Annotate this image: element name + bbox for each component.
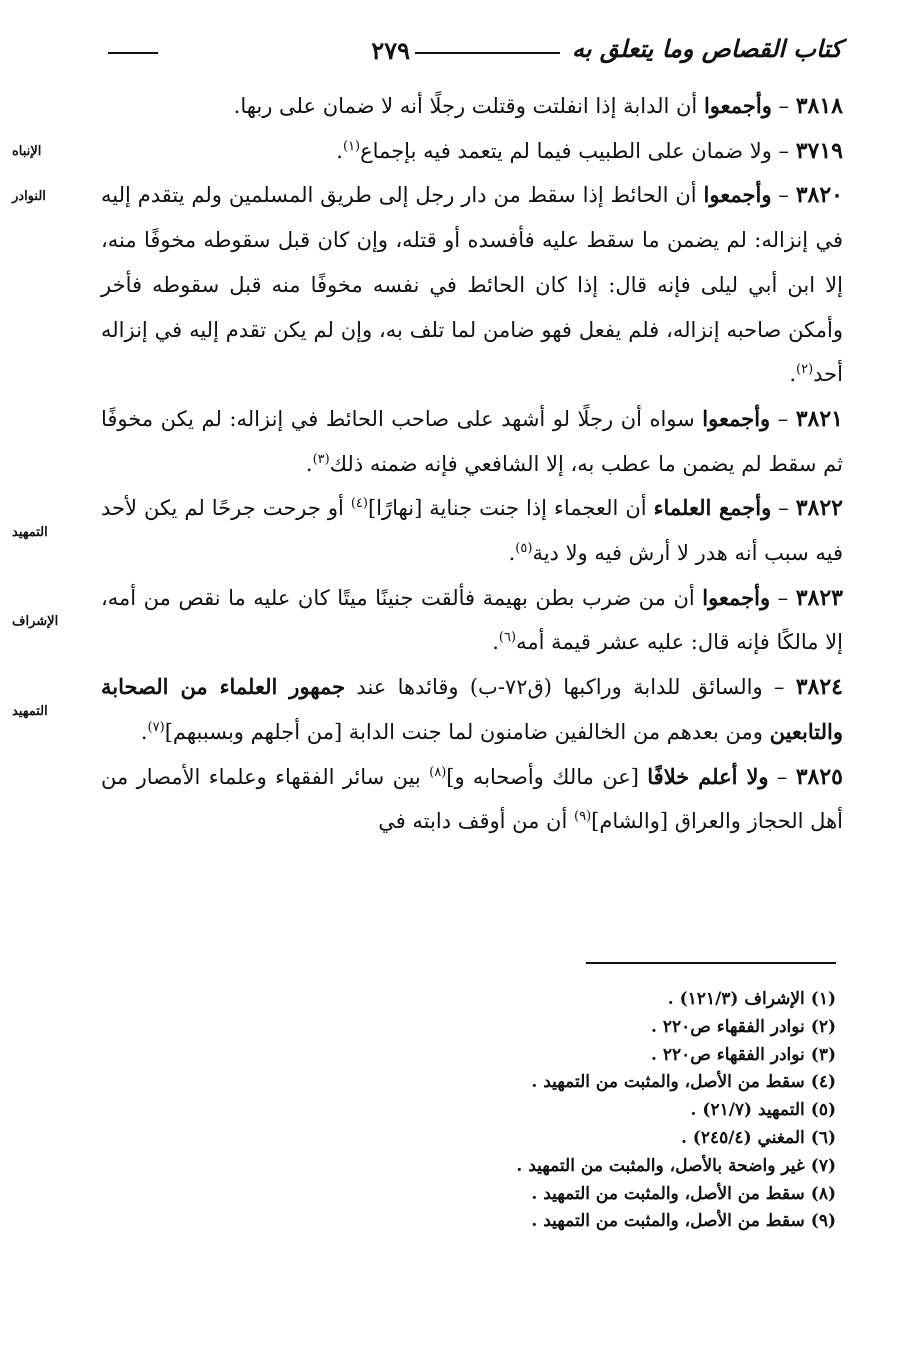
paragraph-3822: ٣٨٢٢ – وأجمع العلماء أن العجماء إذا جنت جناية [نهارًا]$^{(٤)}$ أو جرحت جرحًا لم يكن لأحد فيه سبب أنه هدر لا أرش فيه ولا دية$^{(٥)}$. [101, 495, 843, 566]
footnote-item [94, 1014, 836, 1042]
footnote-text: المغني (٢٤٥/٤) . [680, 1127, 805, 1148]
footnote-ref[interactable]: (٣) [312, 451, 330, 467]
paragraph-end: . [492, 630, 499, 655]
footnote-text: الإشراف (١٢١/٣) . [667, 989, 805, 1009]
margin-source-note: التمهيد [12, 704, 48, 719]
footnote-ref[interactable]: (٦) [498, 630, 517, 646]
paragraph-3820: ٣٨٢٠ – وأجمعوا أن الحائط إذا سقط من دار رجل إلى طريق المسلمين ولم يتقدم إليه في إنزاله: لم يضمن ما سقط عليه فأفسده أو قتله، وإن كان قبل سقوطه مخوفًا منه، إلا ابن أبي ليلى فإنه قال: إذا كان الحائط في نفسه مخوفًا منه قبل سقوطه فأخر وأمكن صاحبه إنزاله، فلم يفعل فهو ضامن لما تلف به، وإن لم يكن تقدم إليه في إنزاله أحد$^{(٢)}$. [101, 182, 843, 387]
paragraph-number: ٣٨٢٢ [795, 495, 843, 522]
paragraph-3825: ٣٨٢٥ – ولا أعلم خلافًا [عن مالك وأصحابه و]$^{(٨)}$ بين سائر الفقهاء وعلماء الأمصار من أهل الحجاز والعراق [والشام]$^{(٩)}$ أن من أوقف دابته في [101, 763, 843, 834]
page-header [100, 34, 842, 74]
footnote-item [94, 1181, 836, 1209]
lead-phrase: وأجمعوا [702, 405, 771, 431]
footnote-item [94, 1153, 836, 1181]
header-rule [108, 52, 158, 54]
paragraph-number: ٣٨٢٥ [795, 763, 843, 790]
margin-source-note: النوادر [12, 189, 46, 204]
paragraph-text: والسائق للدابة وراكبها (ق٧٢-ب) وقائدها عند [356, 675, 763, 700]
footnote-mark: (٤) [810, 1072, 836, 1093]
paragraph-text: أن العجماء إذا جنت جناية [نهارًا] [367, 496, 647, 521]
paragraph-text: ولا ضمان على الطبيب فيما لم يتعمد فيه بإجماع [360, 138, 772, 163]
footnote-ref[interactable]: (٩) [574, 809, 592, 825]
footnote-mark: (٦) [810, 1127, 836, 1148]
footnote-text: سقط من الأصل، والمثبت من التمهيد . [531, 1183, 805, 1204]
page-number: ٢٧٩ [371, 36, 410, 65]
footnote-item [94, 1069, 836, 1097]
paragraph-end: . [336, 138, 343, 163]
bold-phrase: جمهور العلماء من الصحابة والتابعين [101, 674, 843, 744]
paragraph-end: . [508, 541, 516, 566]
paragraph-text-continued: أو جرحت جرحًا لم يكن لأحد فيه سبب أنه هدر لا أرش فيه ولا دية [101, 496, 843, 566]
lead-phrase: ولا أعلم خلافًا [647, 763, 769, 789]
paragraph-3823: ٣٨٢٣ – وأجمعوا أن من ضرب بطن بهيمة فألقت جنينًا ميتًا كان عليه ما نقص من أمه، إلا مالكًا فإنه قال: عليه عشر قيمة أمه$^{(٦)}$. [101, 584, 843, 655]
footnote-text: سقط من الأصل، والمثبت من التمهيد . [531, 1211, 805, 1232]
paragraph-text-continued: ومن بعدهم من الخالفين ضامنون لما جنت الدابة [من أجلهم وبسببهم] [164, 719, 763, 744]
footnote-item [94, 1097, 836, 1125]
footnote-text: نوادر الفقهاء ص٢٢٠ . [650, 1016, 805, 1037]
margin-source-note: الإنباه [12, 144, 42, 159]
header-rule [415, 52, 560, 54]
paragraph-text-continued: أن من أوقف دابته في [378, 809, 568, 834]
footnote-item [94, 1042, 836, 1070]
paragraph-number: ٣٨١٨ [795, 93, 843, 119]
paragraph-3824: ٣٨٢٤ – والسائق للدابة وراكبها (ق٧٢-ب) وقائدها عند جمهور العلماء من الصحابة والتابعين ومن بعدهم من الخالفين ضامنون لما جنت الدابة [من أجلهم وبسببهم]$^{(٧)}$. [101, 674, 843, 744]
footnote-item [94, 1208, 836, 1236]
footnote-ref[interactable]: (٥) [515, 541, 533, 557]
footnote-ref[interactable]: (٢) [796, 362, 814, 378]
paragraph-text: [عن مالك وأصحابه و] [446, 764, 639, 789]
paragraph-text: أن من ضرب بطن بهيمة فألقت جنينًا ميتًا كان عليه ما نقص من أمه، إلا مالكًا فإنه قال: عليه عشر قيمة أمه [101, 585, 843, 655]
footnote-item [94, 986, 836, 1014]
footnote-text: غير واضحة بالأصل، والمثبت من التمهيد . [516, 1155, 805, 1176]
footnote-mark: (٧) [810, 1155, 836, 1176]
footnote-ref[interactable]: (٤) [350, 496, 368, 512]
footnote-mark: (٨) [810, 1183, 836, 1204]
lead-phrase: وأجمع العلماء [653, 495, 772, 521]
footnote-mark: (٩) [810, 1211, 836, 1232]
footnote-text: سقط من الأصل، والمثبت من التمهيد . [531, 1072, 805, 1093]
paragraph-3719: ٣٧١٩ – ولا ضمان على الطبيب فيما لم يتعمد فيه بإجماع$^{(١)}$. [336, 137, 843, 164]
paragraph-number: ٣٨٢٣ [795, 584, 843, 611]
footnote-mark: (١) [810, 989, 836, 1009]
footnotes-list [94, 986, 836, 1236]
lead-phrase: وأجمعوا [702, 584, 771, 610]
footnote-ref[interactable]: (٧) [147, 719, 165, 735]
paragraph-3821: ٣٨٢١ – وأجمعوا سواه أن رجلًا لو أشهد على صاحب الحائط في إنزاله: لم يكن مخوفًا ثم سقط لم يضمن ما عطب به، إلا الشافعي فإنه ضمنه ذلك$^{(٣)}$. [101, 405, 843, 476]
footnote-mark: (٥) [810, 1100, 836, 1121]
footnote-ref[interactable]: (٨) [429, 764, 447, 780]
footnote-mark: (٣) [810, 1044, 836, 1065]
paragraph-number: ٣٨٢٤ [795, 674, 843, 701]
lead-phrase: وأجمعوا [703, 93, 772, 118]
paragraph-text: سواه أن رجلًا لو أشهد على صاحب الحائط في إنزاله: لم يكن مخوفًا ثم سقط لم يضمن ما عطب به، إلا الشافعي فإنه ضمنه ذلك [101, 406, 843, 476]
footnote-mark: (٢) [810, 1016, 836, 1037]
lead-phrase: وأجمعوا [703, 182, 772, 208]
paragraph-text-continued: بين سائر الفقهاء وعلماء الأمصار من أهل الحجاز والعراق [والشام] [101, 764, 843, 834]
paragraph-end: . [305, 451, 313, 476]
paragraph-number: ٣٨٢١ [795, 405, 843, 432]
main-text [101, 84, 843, 844]
paragraph-text: أن الدابة إذا انفلتت وقتلت رجلًا أنه لا ضمان على ربها. [233, 94, 698, 118]
chapter-title: كتاب القصاص وما يتعلق به [571, 34, 842, 63]
paragraph-end: . [140, 719, 148, 744]
paragraph-3818: ٣٨١٨ – وأجمعوا أن الدابة إذا انفلتت وقتلت رجلًا أنه لا ضمان على ربها. [233, 93, 843, 119]
margin-source-note: التمهيد [12, 525, 48, 540]
footnote-text: التمهيد (٢١/٧) . [690, 1100, 805, 1121]
footnote-separator [586, 962, 836, 964]
footnote-text: نوادر الفقهاء ص٢٢٠ . [650, 1044, 805, 1065]
footnote-ref[interactable]: (١) [342, 138, 361, 154]
paragraph-text: أن الحائط إذا سقط من دار رجل إلى طريق المسلمين ولم يتقدم إليه في إنزاله: لم يضمن ما سقط عليه فأفسده أو قتله، وإن كان قبل سقوطه مخوفًا منه، إلا ابن أبي ليلى فإنه قال: إذا كان الحائط في نفسه مخوفًا منه قبل سقوطه فأخر وأمكن صاحبه إنزاله، فلم يفعل فهو ضامن لما تلف به، وإن لم يكن تقدم إليه في إنزاله أحد [101, 183, 843, 387]
paragraph-end: . [789, 362, 797, 387]
margin-source-note: الإشراف [12, 614, 59, 629]
paragraph-number: ٣٧١٩ [795, 137, 843, 164]
paragraph-number: ٣٨٢٠ [795, 182, 843, 209]
footnote-item [94, 1125, 836, 1153]
